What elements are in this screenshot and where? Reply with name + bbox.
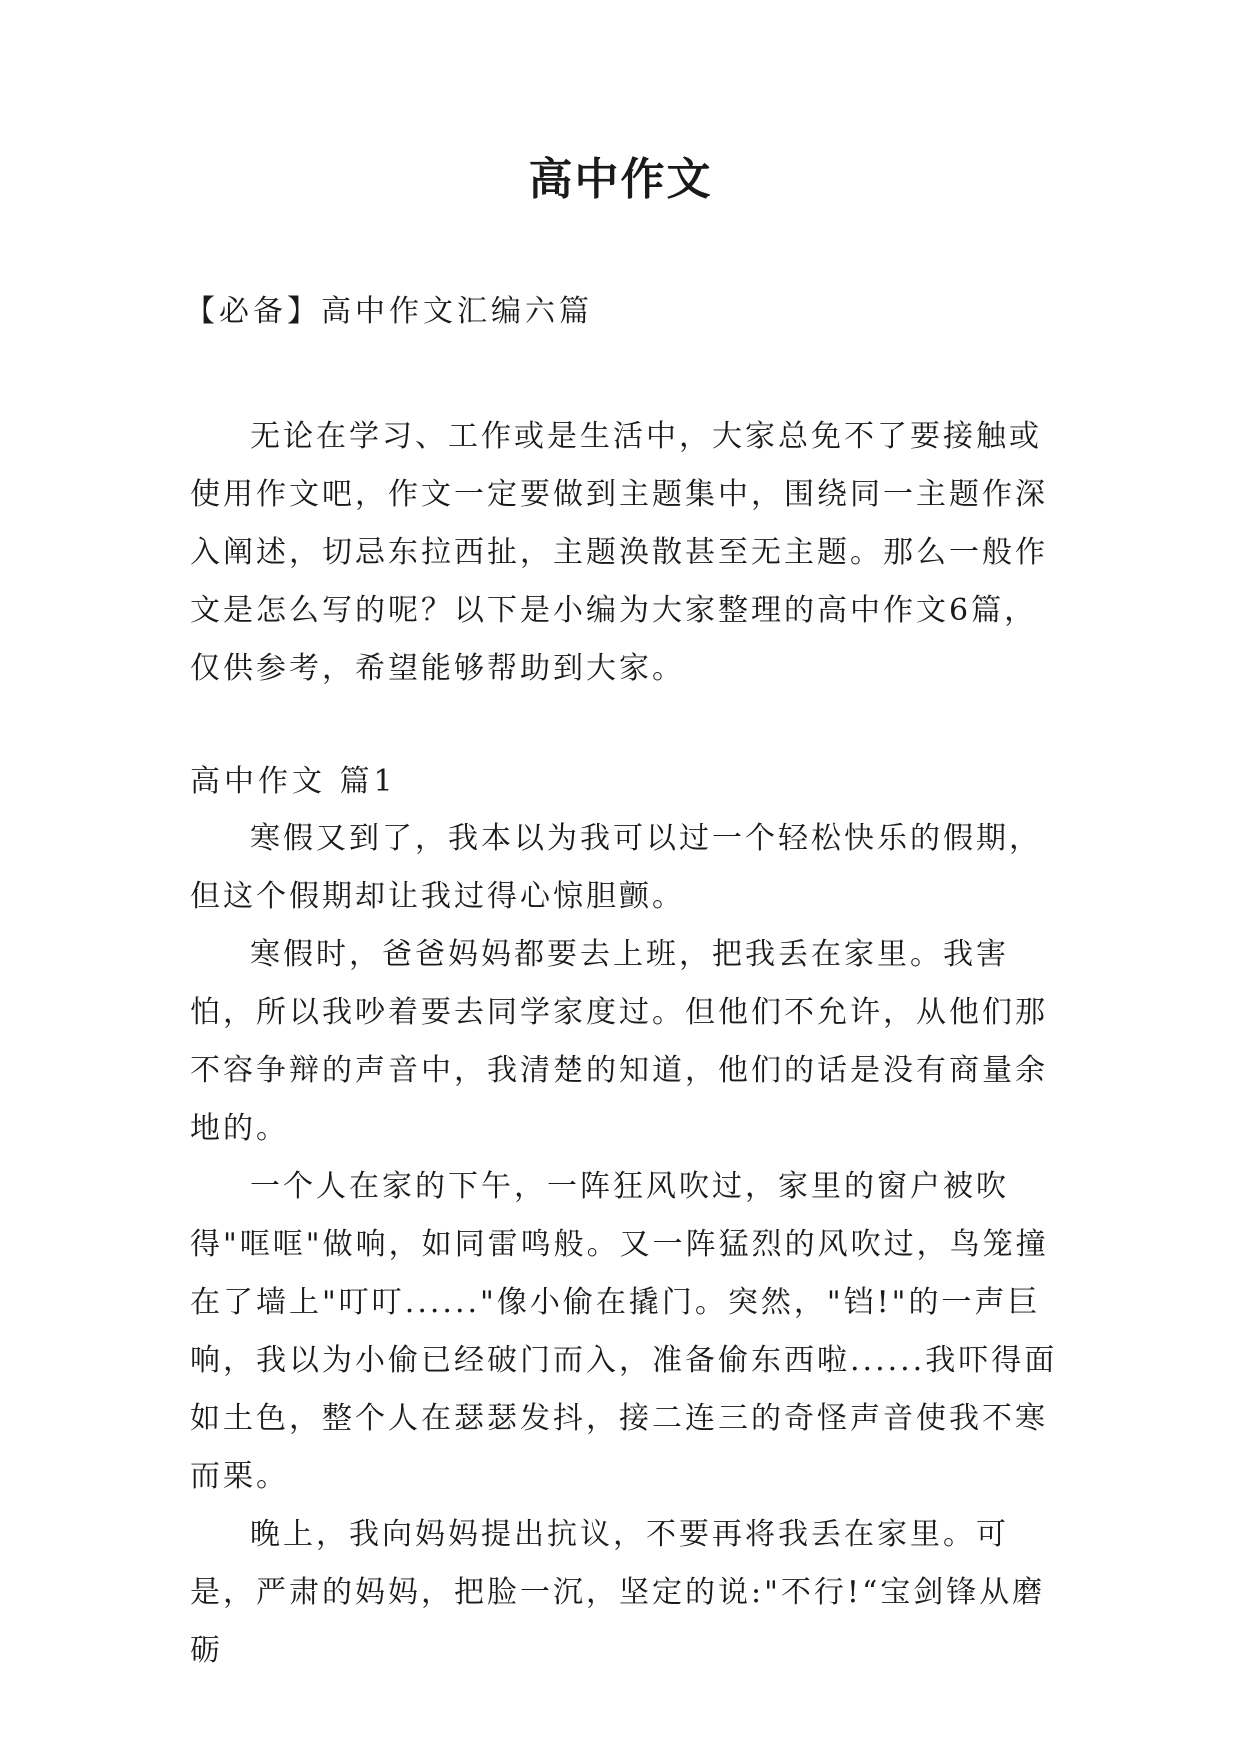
essay-paragraph-1: 寒假又到了，我本以为我可以过一个轻松快乐的假期，但这个假期却让我过得心惊胆颤。 [190,821,1042,914]
document-title: 高中作文 [528,154,713,205]
essay-paragraph-2: 寒假时，爸爸妈妈都要去上班，把我丢在家里。我害怕，所以我吵着要去同学家度过。但他们不允许，从他们那不容争辩的声音中，我清楚的知道，他们的话是没有商量余地的。 [190,937,1048,1146]
intro-paragraph [190,408,1060,698]
section-heading: 高中作文 篇1 [190,764,397,799]
essay-body [190,810,1060,1680]
essay-paragraph-3: 一个人在家的下午，一阵狂风吹过，家里的窗户被吹得"哐哐"做响，如同雷鸣般。又一阵猛烈的风吹过，鸟笼撞在了墙上"叮叮......"像小偷在撬门。突然，"铛!"的一声巨响，我以为小偷已经破门而入，准备偷东西啦......我吓得面如土色，整个人在瑟瑟发抖，接二连三的奇怪声音使我不寒而栗。 [190,1169,1058,1494]
intro-text: 无论在学习、工作或是生活中，大家总免不了要接触或使用作文吧，作文一定要做到主题集中，围绕同一主题作深入阐述，切忌东拉西扯，主题涣散甚至无主题。那么一般作文是怎么写的呢？以下是小编为大家整理的高中作文6篇，仅供参考，希望能够帮助到大家。 [190,419,1048,686]
essay-paragraph-4: 晚上，我向妈妈提出抗议，不要再将我丢在家里。可是，严肃的妈妈，把脸一沉，坚定的说:"不行!“宝剑锋从磨砺 [190,1517,1046,1668]
document-subtitle: 【必备】高中作文汇编六篇 [185,294,593,329]
